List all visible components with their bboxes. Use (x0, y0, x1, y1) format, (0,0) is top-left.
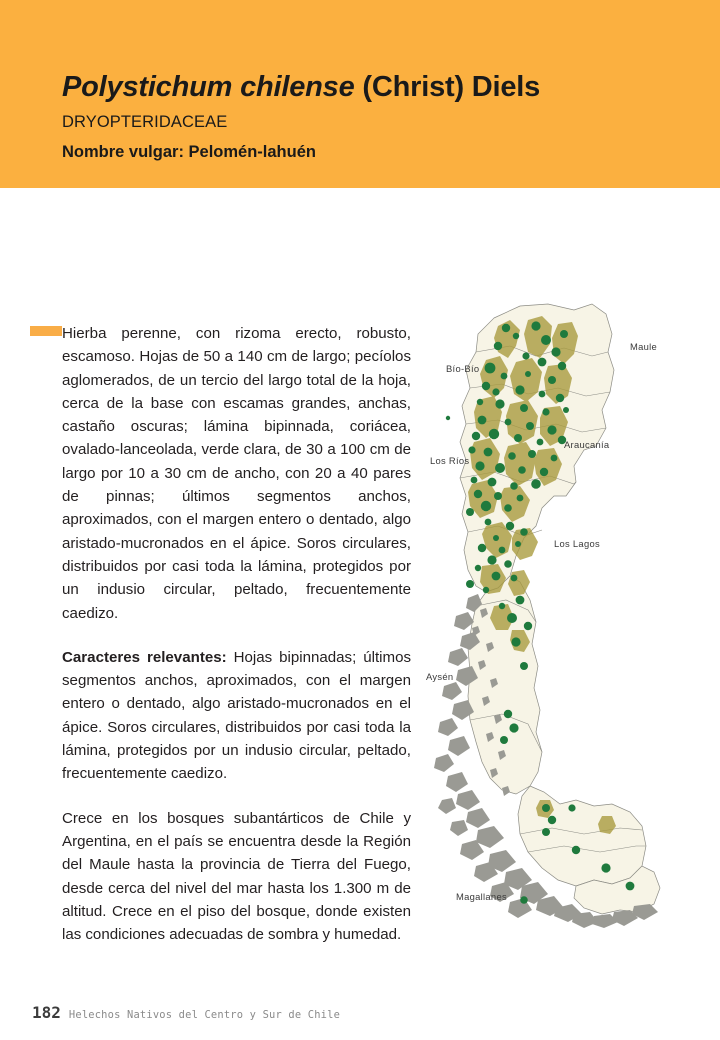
page-footer (32, 1003, 340, 1022)
paragraph-description: Hierba perenne, con rizoma erecto, robusto, escamoso. Hojas de 50 a 140 cm de largo; pecíolos aglomerados, de un tercio del largo total de la hoja, cerca de la base con escamas grandes, anchas, castaño oscuras; lámina bipinnada, coriácea, ovalado-lanceolada, verde clara, de 30 a 100 cm de largo por 10 a 30 cm de ancho, con 20 a 40 pares de pinnas; últimos segmentos anchos, aproximados, con el margen entero o dentado, algo aristado-mucronados en el ápice. Soros circulares, distribuidos por casi toda la lámina, protegidos por un indusio circular, peltado, frecuentemente caedizo. (62, 325, 411, 622)
map-label-aysen: Aysén (426, 671, 454, 682)
header-band (0, 0, 720, 188)
common-name: Nombre vulgar: Pelomén-lahuén (62, 143, 316, 161)
page-title (62, 70, 680, 104)
map-label-araucania: Araucanía (564, 439, 610, 450)
header-content (62, 70, 680, 162)
map-svg (424, 300, 700, 930)
taxon-authority: (Christ) Diels (362, 71, 541, 103)
distribution-map (424, 300, 700, 930)
map-label-biobio: Bío-Bío (446, 363, 480, 374)
paragraph-relevant-characters (62, 646, 411, 786)
accent-bar (30, 326, 62, 336)
map-label-maule: Maule (630, 341, 658, 352)
family-name: DRYOPTERIDACEAE (62, 113, 228, 131)
paragraph-distribution: Crece en los bosques subantárticos de Chile y Argentina, en el país se encuentra desde la Región del Maule hasta la provincia de Tierra del Fuego, desde cerca del nivel del mar hasta los 1.300 m de altitud. Crece en el piso del bosque, donde existen las condiciones adecuadas de sombra y humedad. (62, 809, 411, 944)
map-label-los-rios: Los Ríos (430, 455, 470, 466)
relevant-characters-text: Hojas bipinnadas; últimos segmentos anchos, aproximados, con el margen entero o dentado, algo aristado-mucronados en el ápice. Soros circulares, distribuidos por casi toda la lámina, protegidos por un indusio circular, peltado, frecuentemente caedizo. (62, 648, 412, 783)
scientific-name: Polystichum chilense (62, 71, 355, 103)
footer-book-title: Helechos Nativos del Centro y Sur de Chile (68, 1009, 341, 1021)
text-column (62, 322, 411, 968)
map-label-los-lagos: Los Lagos (554, 538, 600, 549)
page-number: 182 (32, 1003, 61, 1022)
relevant-characters-label: Caracteres relevantes: (62, 648, 227, 666)
map-label-magallanes: Magallanes (456, 891, 507, 902)
